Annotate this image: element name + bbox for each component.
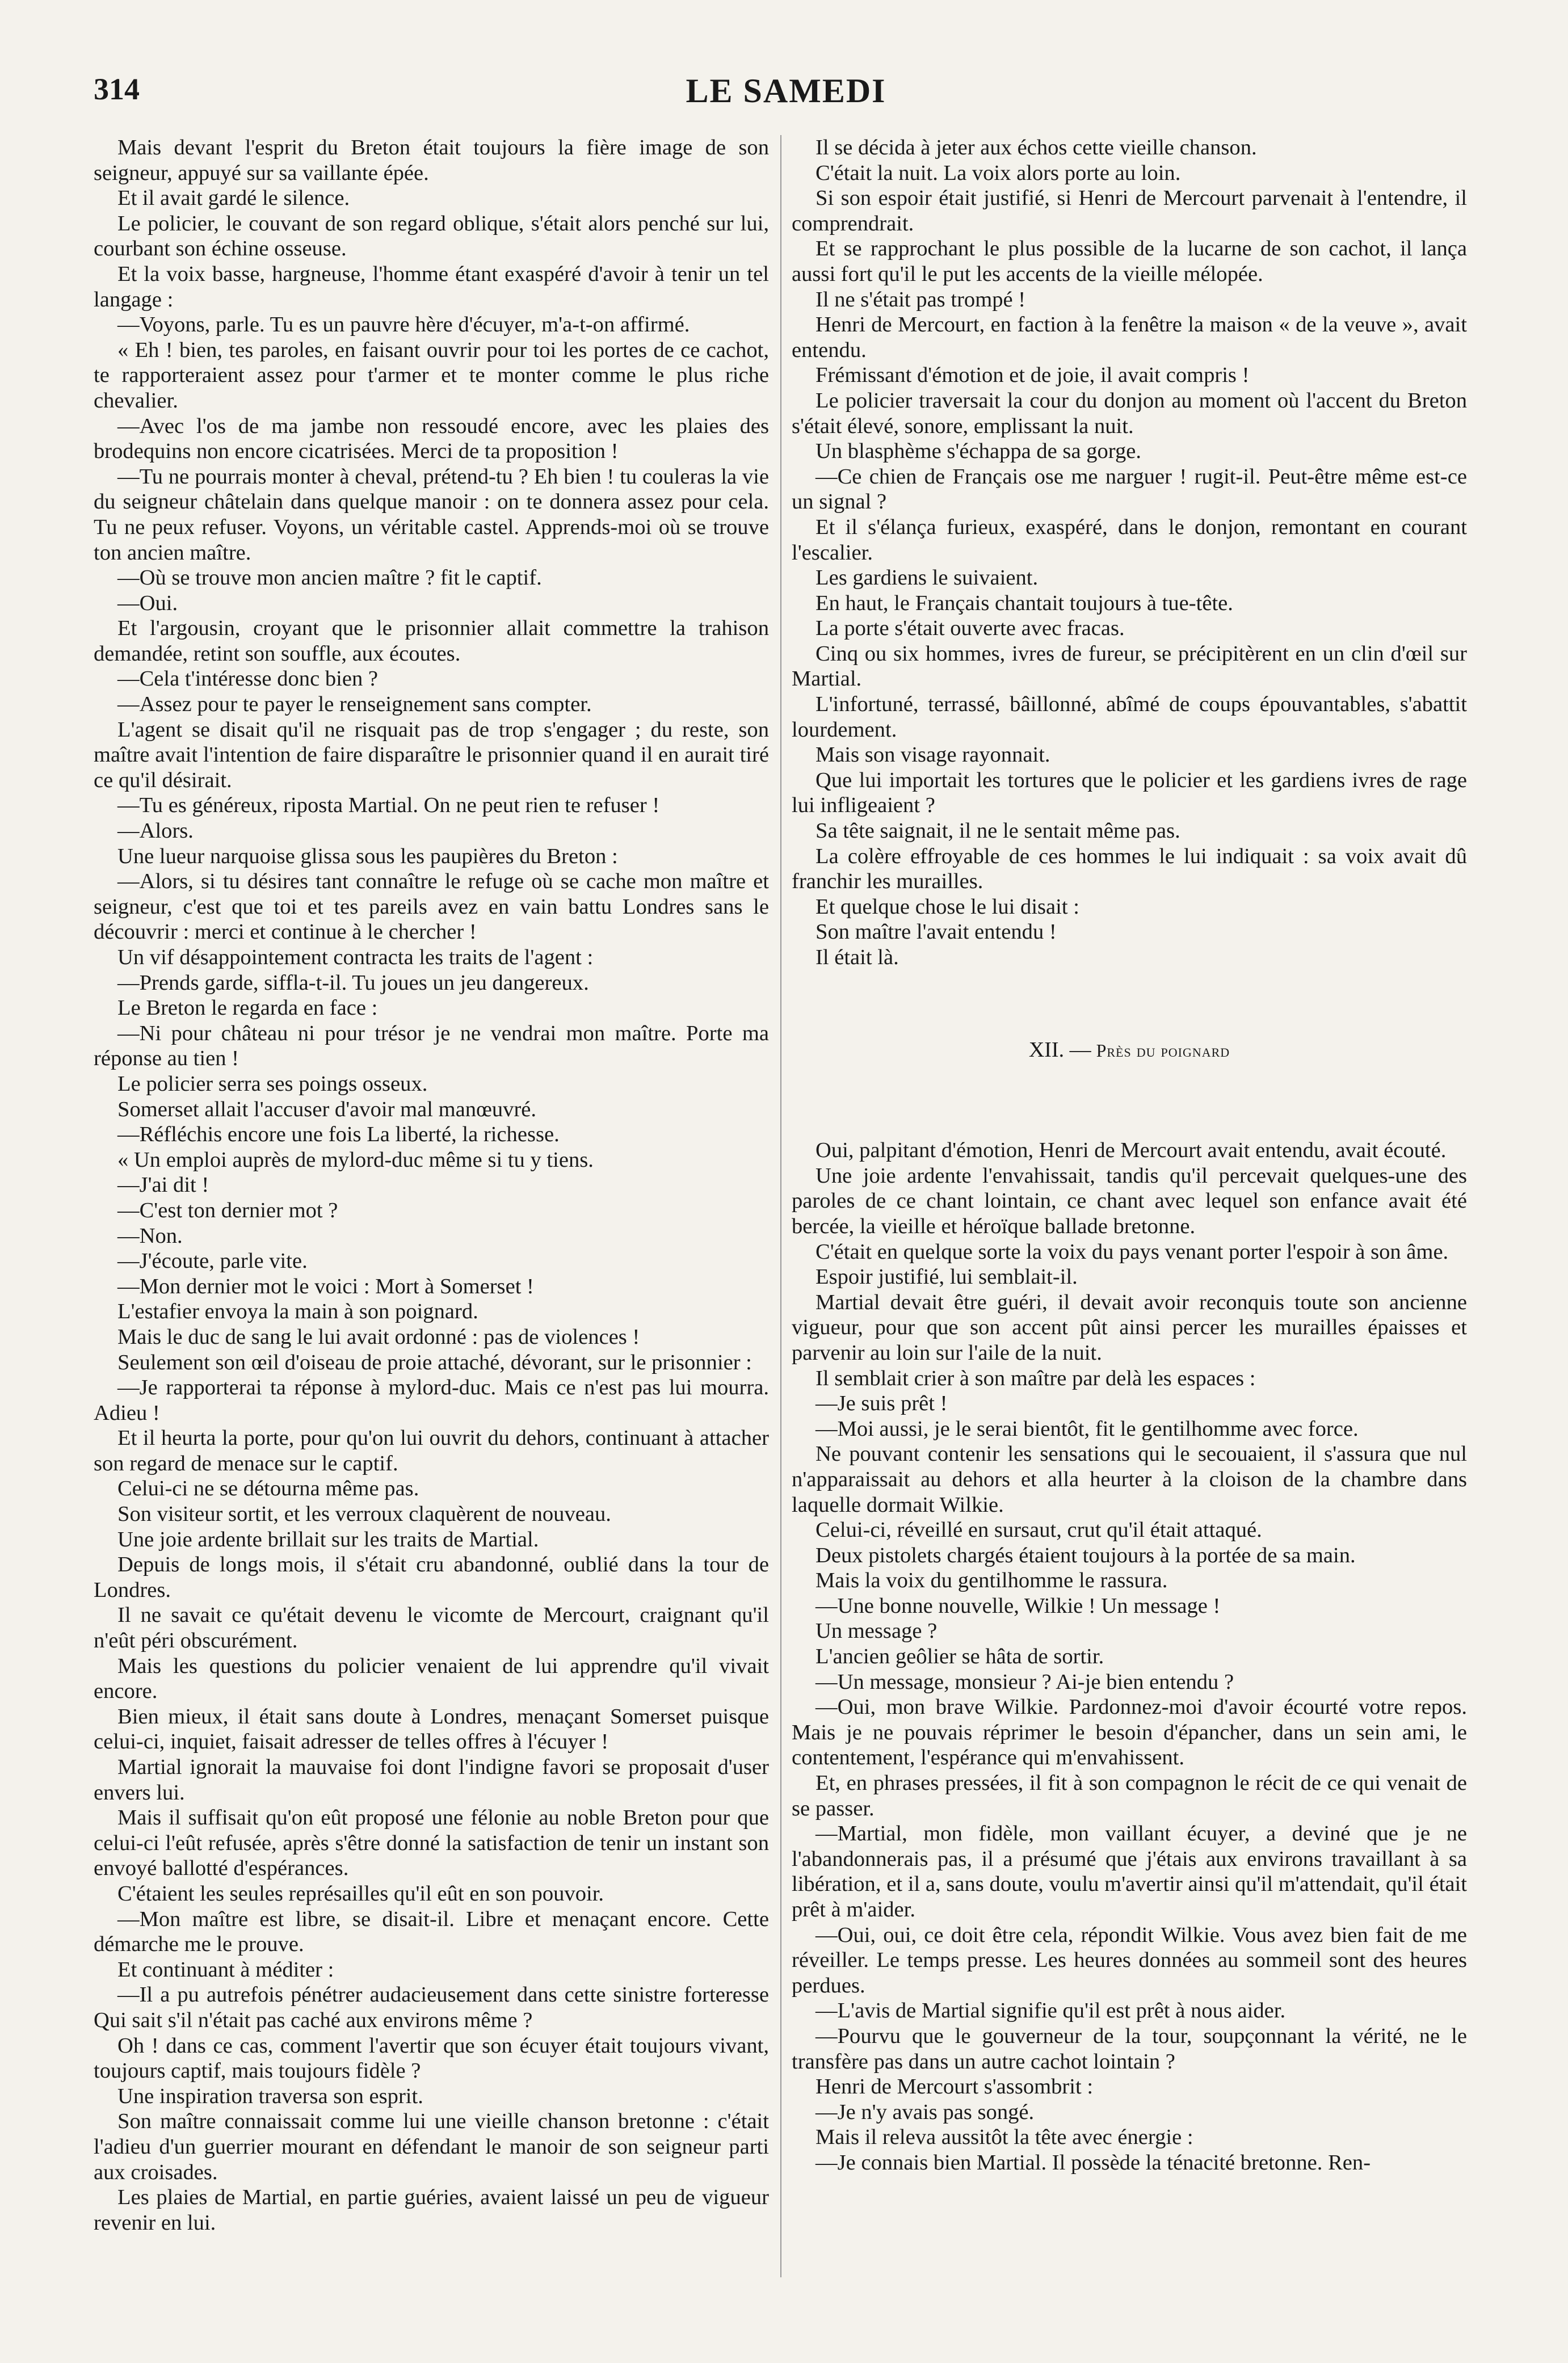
paragraph: Sa tête saignait, il ne le sentait même pas.: [815, 819, 1180, 843]
paragraph: La porte s'était ouverte avec fracas.: [815, 616, 1125, 641]
paragraph: Que lui importait les tortures que le policier et les gardiens ivres de rage lui infligeaient ?: [792, 768, 1467, 818]
paragraph: Martial devait être guéri, il devait avoir reconquis toute son ancienne vigueur, pour que son accent pût ainsi percer les murailles épaisses et parvenir au loin sur l'aile de la nuit.: [792, 1290, 1467, 1365]
paragraph: Le policier, le couvant de son regard oblique, s'était alors penché sur lui, courbant son échine osseuse.: [94, 211, 769, 261]
paragraph: Henri de Mercourt s'assombrit :: [815, 2075, 1094, 2099]
paragraph: Cinq ou six hommes, ivres de fureur, se précipitèrent en un clin d'œil sur Martial.: [792, 641, 1467, 691]
paragraph: Si son espoir était justifié, si Henri de Mercourt parvenait à l'entendre, il comprendrait.: [792, 186, 1467, 236]
paragraph: La colère effroyable de ces hommes le lui indiquait : sa voix avait dû franchir les murailles.: [792, 844, 1467, 894]
paragraph: —Une bonne nouvelle, Wilkie ! Un message !: [815, 1593, 1221, 1618]
paragraph: Son maître connaissait comme lui une vieille chanson bretonne : c'était l'adieu d'un guerrier mourant en défendant le manoir de son seigneur parti aux croisades.: [94, 2109, 769, 2184]
paragraph: —Moi aussi, je le serai bientôt, fit le gentilhomme avec force.: [815, 1416, 1359, 1441]
paragraph: Celui-ci, réveillé en sursaut, crut qu'il était attaqué.: [815, 1518, 1262, 1542]
paragraph: —Ce chien de Français ose me narguer ! rugit-il. Peut-être même est-ce un signal ?: [792, 464, 1467, 514]
paragraph: —Voyons, parle. Tu es un pauvre hère d'écuyer, m'a-t-on affirmé.: [117, 313, 690, 337]
paragraph: —Pourvu que le gouverneur de la tour, soupçonnant la vérité, ne le transfère pas dans un autre cachot lointain ?: [792, 2024, 1467, 2074]
right-column-top: [792, 135, 1467, 970]
paragraph: —Tu ne pourrais monter à cheval, prétend-tu ? Eh bien ! tu couleras la vie du seigneur châtelain dans quelque manoir : on te donnera assez pour cela. Tu ne peux refuser. Voyons, un véritable castel. Apprends-moi où se trouve ton ancien maître.: [94, 464, 769, 565]
paragraph: Et il heurta la porte, pour qu'on lui ouvrit du dehors, continuant à attacher son regard de menace sur le captif.: [94, 1426, 769, 1475]
paragraph: Et il s'élança furieux, exaspéré, dans le donjon, remontant en courant l'escalier.: [792, 515, 1467, 565]
paragraph: Son visiteur sortit, et les verroux claquèrent de nouveau.: [117, 1502, 611, 1527]
paragraph: Il ne s'était pas trompé !: [815, 287, 1026, 312]
paragraph: Et continuant à méditer :: [117, 1957, 334, 1982]
paragraph: —Je connais bien Martial. Il possède la ténacité bretonne. Ren-: [815, 2150, 1371, 2175]
left-column: [94, 135, 769, 2235]
paragraph: « Eh ! bien, tes paroles, en faisant ouvrir pour toi les portes de ce cachot, te rapporteraient assez pour t'armer et te monter comme le plus riche chevalier.: [94, 338, 769, 413]
paragraph: —Avec l'os de ma jambe non ressoudé encore, avec les plaies des brodequins non encore cicatrisées. Merci de ta proposition !: [94, 414, 769, 464]
paragraph: Oui, palpitant d'émotion, Henri de Mercourt avait entendu, avait écouté.: [815, 1138, 1447, 1163]
paragraph: —J'ai dit !: [117, 1173, 209, 1197]
paragraph: Et il avait gardé le silence.: [117, 186, 350, 211]
paragraph: Et se rapprochant le plus possible de la lucarne de son cachot, il lança aussi fort qu'il le put les accents de la vieille mélopée.: [792, 237, 1467, 286]
paragraph: Mais son visage rayonnait.: [815, 743, 1050, 767]
paragraph: L'agent se disait qu'il ne risquait pas de trop s'engager ; du reste, son maître avait l'intention de faire disparaître le prisonnier quand il en aurait tiré ce qu'il désirait.: [94, 717, 769, 792]
page-header: [94, 72, 1478, 117]
paragraph: —J'écoute, parle vite.: [117, 1249, 308, 1273]
paragraph: Il semblait crier à son maître par delà les espaces :: [815, 1366, 1256, 1390]
paragraph: En haut, le Français chantait toujours à tue-tête.: [815, 591, 1233, 615]
paragraph: —Alors.: [117, 819, 194, 843]
paragraph: Ne pouvant contenir les sensations qui le secouaient, il s'assura que nul n'apparaissait au dehors et alla heurter à la cloison de la chambre dans laquelle dormait Wilkie.: [792, 1442, 1467, 1517]
paragraph: —Il a pu autrefois pénétrer audacieusement dans cette sinistre forteresse Qui sait s'il n'était pas caché aux environs même ?: [94, 1983, 769, 2032]
paragraph: —Je suis prêt !: [815, 1391, 948, 1416]
paragraph: —Non.: [117, 1223, 183, 1248]
paragraph: —Tu es généreux, riposta Martial. On ne peut rien te refuser !: [117, 793, 660, 818]
paragraph: Un blasphème s'échappa de sa gorge.: [815, 439, 1142, 464]
paragraph: Un message ?: [815, 1619, 938, 1643]
paragraph: Une inspiration traversa son esprit.: [117, 2084, 423, 2108]
paragraph: Martial ignorait la mauvaise foi dont l'indigne favori se proposait d'user envers lui.: [94, 1755, 769, 1805]
paragraph: Espoir justifié, lui semblait-il.: [815, 1265, 1078, 1289]
paragraph: —Oui, oui, ce doit être cela, répondit Wilkie. Vous avez bien fait de me réveiller. Le temps presse. Les heures données au sommeil sont des heures perdues.: [792, 1923, 1467, 1998]
paragraph: L'estafier envoya la main à son poignard.: [117, 1300, 478, 1324]
paragraph: Mais les questions du policier venaient de lui apprendre qu'il vivait encore.: [94, 1654, 769, 1704]
paragraph: Et la voix basse, hargneuse, l'homme étant exaspéré d'avoir à tenir un tel langage :: [94, 262, 769, 312]
paragraph: Il ne savait ce qu'était devenu le vicomte de Mercourt, craignant qu'il n'eût péri obscurément.: [94, 1603, 769, 1653]
right-column-bottom: [792, 1138, 1467, 2175]
paragraph: —Mon maître est libre, se disait-il. Libre et menaçant encore. Cette démarche me le prouve.: [94, 1907, 769, 1957]
paragraph: Le policier traversait la cour du donjon au moment où l'accent du Breton s'était élevé, sonore, emplissant la nuit.: [792, 388, 1467, 438]
paragraph: L'infortuné, terrassé, bâillonné, abîmé de coups épouvantables, s'abattit lourdement.: [792, 692, 1467, 742]
paragraph: Les gardiens le suivaient.: [815, 566, 1039, 590]
paragraph: —Je rapporterai ta réponse à mylord-duc. Mais ce n'est pas lui mourra. Adieu !: [94, 1376, 769, 1425]
paragraph: Mais la voix du gentilhomme le rassura.: [815, 1569, 1168, 1593]
paragraph: —Prends garde, siffla-t-il. Tu joues un jeu dangereux.: [117, 970, 589, 995]
paragraph: Et, en phrases pressées, il fit à son compagnon le récit de ce qui venait de se passer.: [792, 1771, 1467, 1820]
section-number: XII. —: [1028, 1037, 1091, 1062]
paragraph: Henri de Mercourt, en faction à la fenêtre la maison « de la veuve », avait entendu.: [792, 313, 1467, 362]
paragraph: —Un message, monsieur ? Ai-je bien entendu ?: [815, 1670, 1234, 1694]
paragraph: —C'est ton dernier mot ?: [117, 1198, 338, 1222]
paragraph: Et quelque chose le lui disait :: [815, 894, 1079, 919]
paragraph: —Où se trouve mon ancien maître ? fit le captif.: [117, 566, 542, 590]
paragraph: Une lueur narquoise glissa sous les paupières du Breton :: [117, 844, 618, 868]
paragraph: —Réfléchis encore une fois La liberté, la richesse.: [117, 1122, 560, 1147]
paragraph: —Alors, si tu désires tant connaître le refuge où se cache mon maître et seigneur, c'est que toi et tes pareils avez en vain battu Londres sans le découvrir : merci et continue à le chercher !: [94, 869, 769, 944]
paragraph: Le policier serra ses poings osseux.: [117, 1071, 428, 1096]
column-divider: [780, 135, 781, 2277]
paragraph: —L'avis de Martial signifie qu'il est prêt à nous aider.: [815, 1999, 1286, 2023]
paragraph: Seulement son œil d'oiseau de proie attaché, dévorant, sur le prisonnier :: [117, 1350, 752, 1374]
paragraph: C'était la nuit. La voix alors porte au loin.: [815, 161, 1181, 185]
paragraph: C'était en quelque sorte la voix du pays venant porter l'espoir à son âme.: [815, 1239, 1449, 1264]
paragraph: Il se décida à jeter aux échos cette vieille chanson.: [815, 136, 1257, 159]
paragraph: —Oui, mon brave Wilkie. Pardonnez-moi d'avoir écourté votre repos. Mais je ne pouvais réprimer le besoin d'épancher, dans un sein ami, le contentement, l'espérance qui m'envahissent.: [792, 1695, 1467, 1770]
paragraph: Le Breton le regarda en face :: [117, 996, 378, 1020]
paragraph: L'ancien geôlier se hâta de sortir.: [815, 1645, 1104, 1669]
paragraph: Frémissant d'émotion et de joie, il avait compris !: [815, 363, 1250, 388]
paragraph: Mais il suffisait qu'on eût proposé une félonie au noble Breton pour que celui-ci l'eût refusée, après s'être donné la satisfaction de tenir un instant son envoyé ballotté d'espérances.: [94, 1806, 769, 1881]
paragraph: C'étaient les seules représailles qu'il eût en son pouvoir.: [117, 1881, 604, 1906]
paragraph: Une joie ardente brillait sur les traits de Martial.: [117, 1527, 539, 1551]
paragraph: Mais le duc de sang le lui avait ordonné : pas de violences !: [117, 1325, 640, 1349]
paragraph: Les plaies de Martial, en partie guéries, avaient laissé un peu de vigueur revenir en lui.: [94, 2185, 769, 2235]
section-heading: [792, 970, 1467, 1138]
paragraph: Un vif désappointement contracta les traits de l'agent :: [117, 945, 594, 969]
paragraph: —Mon dernier mot le voici : Mort à Somerset !: [117, 1274, 534, 1298]
paragraph: —Cela t'intéresse donc bien ?: [117, 667, 379, 691]
paragraph: Une joie ardente l'envahissait, tandis qu'il percevait quelques-une des paroles de ce chant lointain, ce chant avec lequel son enfance avait été bercée, la vieille et héroïque ballade bretonne.: [792, 1163, 1467, 1238]
paragraph: Depuis de longs mois, il s'était cru abandonné, oublié dans la tour de Londres.: [94, 1553, 769, 1602]
paragraph: —Assez pour te payer le renseignement sans compter.: [117, 692, 592, 717]
journal-title: LE SAMEDI: [686, 72, 886, 110]
paragraph: Son maître l'avait entendu !: [815, 920, 1057, 944]
paragraph: —Ni pour château ni pour trésor je ne vendrai mon maître. Porte ma réponse au tien !: [94, 1021, 769, 1071]
paragraph: —Oui.: [117, 591, 178, 615]
paragraph: Il était là.: [815, 945, 899, 969]
paragraph: Bien mieux, il était sans doute à Londres, menaçant Somerset puisque celui-ci, inquiet, faisait adresser de telles offres à l'écuyer !: [94, 1704, 769, 1754]
paragraph: Mais il releva aussitôt la tête avec énergie :: [815, 2125, 1193, 2150]
paragraph: Et l'argousin, croyant que le prisonnier allait commettre la trahison demandée, retint son souffle, aux écoutes.: [94, 616, 769, 666]
paragraph: —Martial, mon fidèle, mon vaillant écuyer, a deviné que je ne l'abandonnerais pas, il a présumé que j'étais aux environs travaillant à sa libération, et il a, sans doute, voulu m'avertir ainsi qu'il m'attendait, qu'il était prêt à m'aider.: [792, 1822, 1467, 1921]
paragraph: Mais devant l'esprit du Breton était toujours la fière image de son seigneur, appuyé sur sa vaillante épée.: [94, 136, 769, 185]
paragraph: « Un emploi auprès de mylord-duc même si tu y tiens.: [117, 1147, 594, 1172]
right-column: [792, 135, 1467, 2176]
section-title: Près du poignard: [1096, 1040, 1230, 1061]
page-number: 314: [94, 72, 140, 106]
paragraph: Oh ! dans ce cas, comment l'avertir que son écuyer était toujours vivant, toujours captif, mais toujours fidèle ?: [94, 2033, 769, 2083]
paragraph: Celui-ci ne se détourna même pas.: [117, 1477, 419, 1501]
paragraph: Deux pistolets chargés étaient toujours à la portée de sa main.: [815, 1543, 1356, 1567]
paragraph: Somerset allait l'accuser d'avoir mal manœuvré.: [117, 1097, 537, 1121]
paragraph: —Je n'y avais pas songé.: [815, 2100, 1035, 2124]
